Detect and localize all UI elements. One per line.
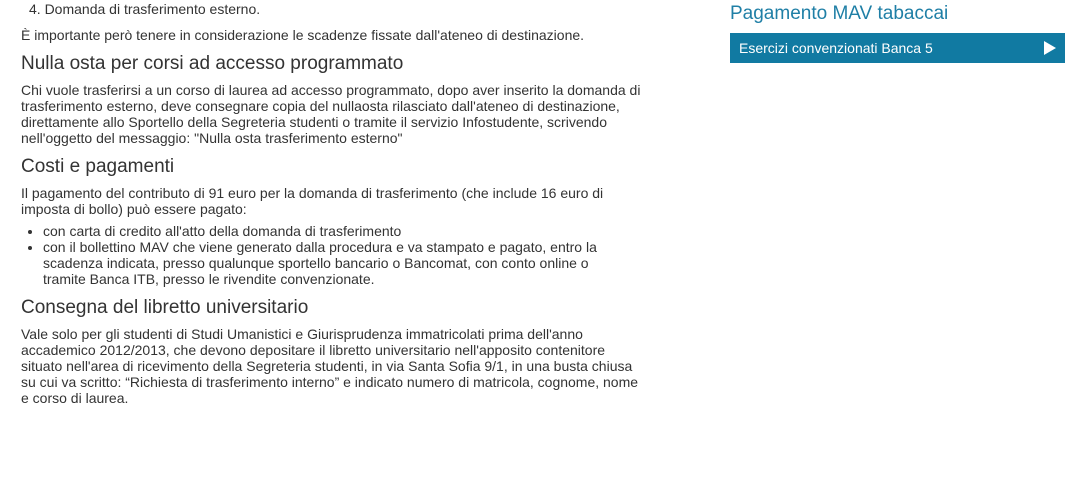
main-content <box>21 0 711 406</box>
text-line: su cui va scritto: “Richiesta di trasferimento interno” e indicato numero di matricola, cognome, nome <box>21 374 639 390</box>
text-line: con carta di credito all'atto della domanda di trasferimento <box>43 223 402 239</box>
section-text-libretto <box>21 326 711 406</box>
section-text-costi <box>21 185 711 217</box>
section-text-nulla-osta <box>21 82 711 146</box>
section-heading-libretto: Consegna del libretto universitario <box>21 297 309 318</box>
sidebar-link-label: Esercizi convenzionati Banca 5 <box>739 40 933 56</box>
text-line: e corso di laurea. <box>21 390 129 406</box>
text-line: imposta di bollo) può essere pagato: <box>21 201 247 217</box>
text-line: nell'oggetto del messaggio: "Nulla osta trasferimento esterno" <box>21 130 403 146</box>
text-line: scadenza indicata, presso qualunque sportello bancario o Bancomat, con conto online o <box>43 255 589 271</box>
text-line: direttamente allo Sportello della Segreteria studenti o tramite il servizio Infostudente, scrivendo <box>21 114 607 130</box>
section-heading-costi: Costi e pagamenti <box>21 156 175 177</box>
list-item <box>43 223 711 239</box>
banca5-link-button[interactable] <box>730 33 1065 63</box>
list-item <box>43 239 711 287</box>
text-line: trasferimento esterno, deve consegnare copia del nullaosta rilasciato dall'ateneo di destinazione, <box>21 98 620 114</box>
text-line: situato nell'area di ricevimento della Segreteria studenti, in via Santa Sofia 9/1, in una busta chiusa <box>21 358 633 374</box>
sidebar-title: Pagamento MAV tabaccai <box>730 3 949 24</box>
deadline-note: È importante però tenere in considerazione le scadenze fissate dall'ateneo di destinazione. <box>21 27 585 43</box>
text-line: con il bollettino MAV che viene generato dalla procedura e va stampato e pagato, entro la <box>43 239 597 255</box>
text-line: Chi vuole trasferirsi a un corso di laurea ad accesso programmato, dopo aver inserito la domanda di <box>21 82 641 98</box>
text-line: tramite Banca ITB, presso le rivendite convenzionate. <box>43 271 375 287</box>
section-heading-nulla-osta: Nulla osta per corsi ad accesso programmato <box>21 53 404 74</box>
payment-methods-list <box>21 223 711 287</box>
list-item-transfer-request: 4. Domanda di trasferimento esterno. <box>29 1 261 17</box>
text-line: accademico 2012/2013, che devono depositare il libretto universitario nell'apposito contenitore <box>21 342 606 358</box>
play-arrow-icon <box>1044 41 1056 55</box>
sidebar <box>730 0 1065 63</box>
text-line: Il pagamento del contributo di 91 euro per la domanda di trasferimento (che include 16 euro di <box>21 185 604 201</box>
text-line: Vale solo per gli studenti di Studi Umanistici e Giurisprudenza immatricolati prima dell'anno <box>21 326 583 342</box>
